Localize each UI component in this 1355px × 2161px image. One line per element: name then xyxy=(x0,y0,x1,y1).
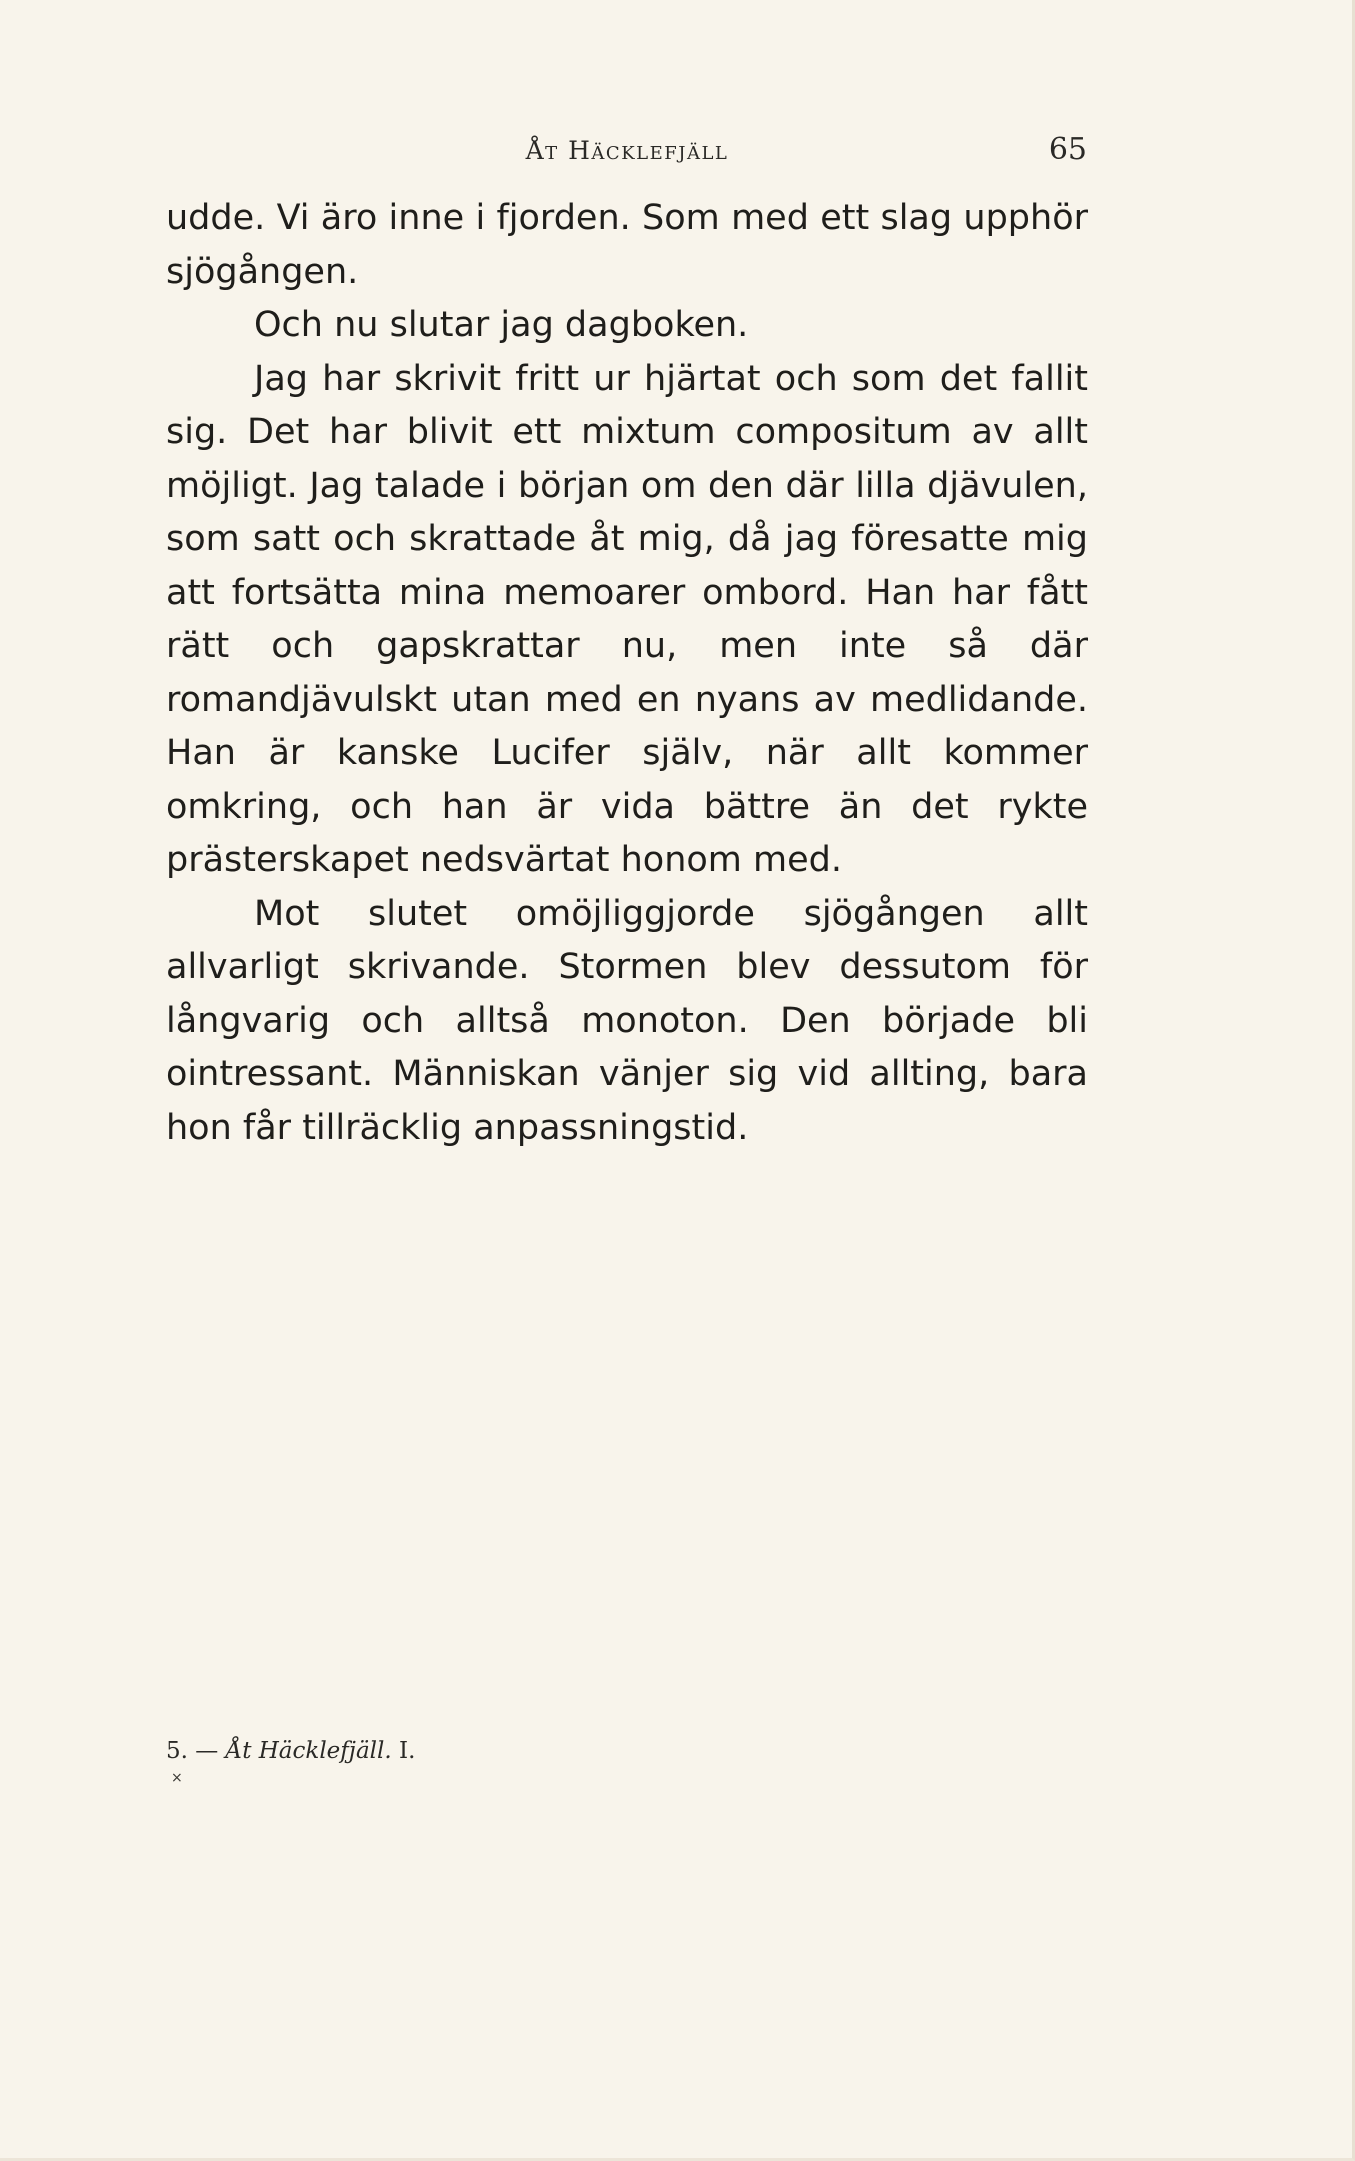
signature-mark-icon: × xyxy=(171,1770,183,1786)
sheet-title: Åt Häcklefjäll. xyxy=(225,1738,392,1764)
body-text xyxy=(166,192,1088,1155)
running-head xyxy=(167,130,1087,170)
paragraph: Och nu slutar jag dagboken. xyxy=(254,305,749,345)
signature-dash: — xyxy=(195,1738,219,1764)
paragraph: udde. Vi äro inne i fjorden. Som med ett slag upphör sjögången. xyxy=(166,198,1088,292)
sheet-number: 5. xyxy=(166,1738,188,1764)
paragraph: Jag har skrivit fritt ur hjärtat och som det fallit sig. Det har blivit ett mixtum compositum av allt möjligt. Jag talade i början om den där lilla djävulen, som satt och skrattade åt mig, då jag föresatte mig att fortsätta mina memoarer ombord. Han har fått rätt och gapskrattar nu, men inte så där romandjävulskt utan med en nyans av medlidande. Han är kanske Lucifer själv, när allt kommer omkring, och han är vida bättre än det rykte prästerskapet nedsvärtat honom med. xyxy=(166,358,1088,880)
paragraph: Mot slutet omöjliggjorde sjögången allt allvarligt skrivande. Stormen blev dessutom för långvarig och alltså monoton. Den började bli ointressant. Människan vänjer sig vid allting, bara hon får tillräcklig anpassningstid. xyxy=(166,893,1088,1148)
volume-number: I. xyxy=(399,1738,416,1764)
printer-signature xyxy=(166,1738,415,1764)
page-number: 65 xyxy=(1048,132,1087,167)
running-title: Åt Häcklefjäll xyxy=(525,136,729,165)
